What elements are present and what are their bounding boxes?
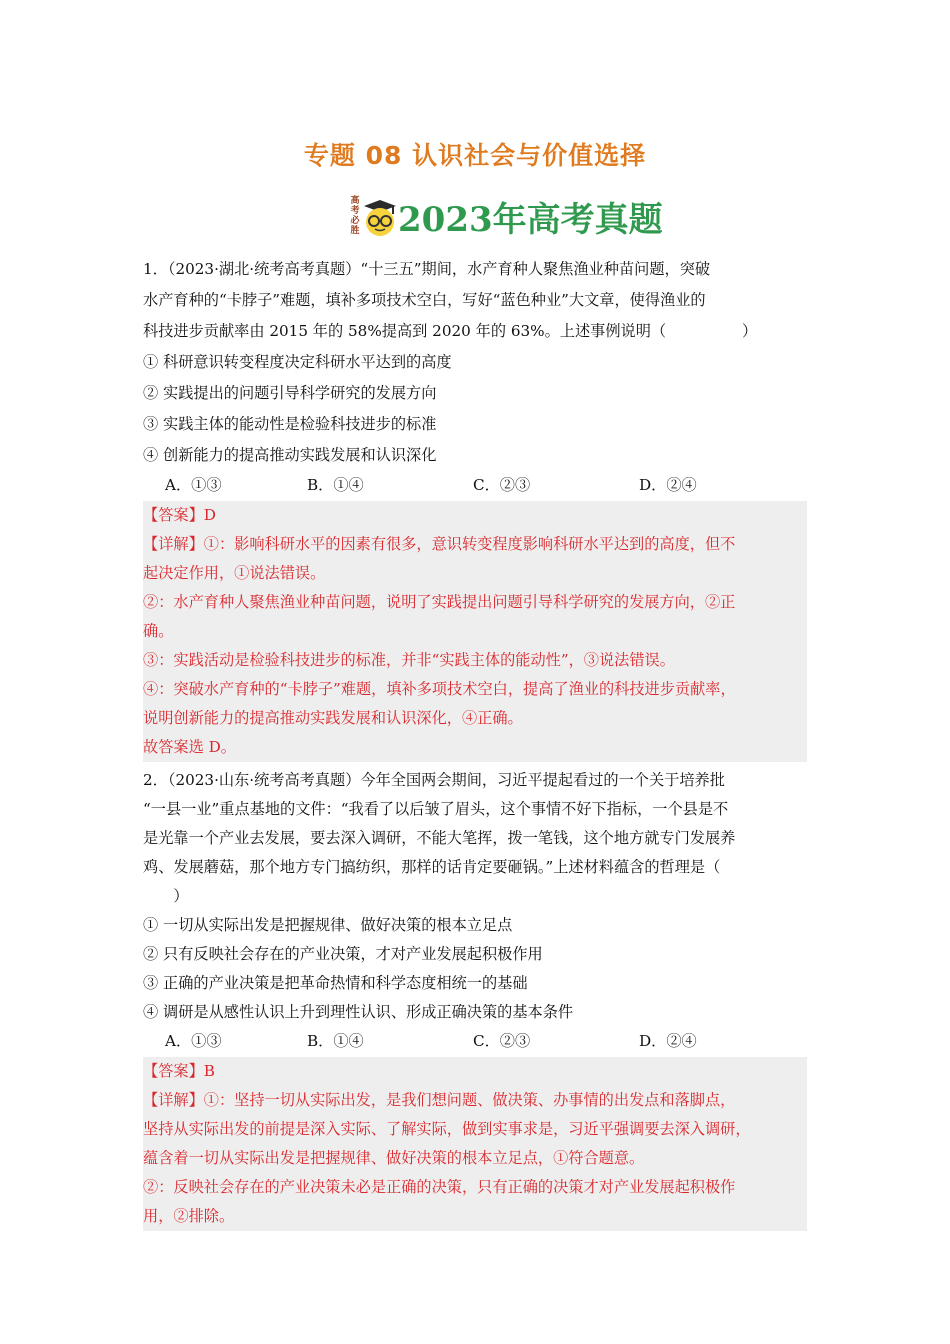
page-title: 专题 08 认识社会与价值选择 [303, 141, 647, 170]
answer-value: B [203, 1062, 215, 1080]
answer-box [143, 501, 807, 762]
answer-box [143, 1057, 807, 1231]
question-stem-line: “一县一业”重点基地的文件：“我看了以后皱了眉头，这个事情不好下指标，一个县是不 [143, 800, 729, 818]
statement-item: ① 一切从实际出发是把握规律、做好决策的根本立足点 [143, 916, 513, 934]
explanation-line: 蕴含着一切从实际出发是把握规律、做好决策的根本立足点，①符合题意。 [143, 1149, 645, 1167]
answer-tag: 【答案】 [143, 1062, 204, 1080]
option-d: D．②④ [639, 1032, 697, 1050]
answer-tag: 【答案】 [143, 506, 204, 524]
statement-item: ② 实践提出的问题引导科学研究的发展方向 [143, 384, 437, 402]
explanation-line: 说明创新能力的提高推动实践发展和认识深化，④正确。 [143, 709, 523, 727]
question-stem-line: 2．（2023·山东·统考高考真题）今年全国两会期间，习近平提起看过的一个关于培养批 [143, 771, 725, 789]
explanation-line: ①：影响科研水平的因素有很多，意识转变程度影响科研水平达到的高度，但不 [203, 535, 736, 553]
question-2 [143, 766, 807, 1231]
answer-value: D [203, 506, 216, 524]
option-a: A．①③ [165, 476, 222, 494]
explanation-line: ①：坚持一切从实际出发，是我们想问题、做决策、办事情的出发点和落脚点， [203, 1091, 736, 1109]
explanation-line: ④：突破水产育种的“卡脖子”难题，填补多项技术空白，提高了渔业的科技进步贡献率， [143, 680, 736, 698]
statement-item: ③ 正确的产业决策是把革命热情和科学态度相统一的基础 [143, 974, 528, 992]
statement-item: ② 只有反映社会存在的产业决策，才对产业发展起积极作用 [143, 945, 543, 963]
explanation-line: 起决定作用，①说法错误。 [143, 564, 326, 582]
banner-label: 2023年高考真题 [398, 200, 663, 240]
question-stem-line: ） [143, 887, 189, 905]
option-d: D．②④ [639, 476, 697, 494]
detail-tag: 【详解】 [143, 1091, 204, 1109]
question-content [143, 254, 807, 1235]
statement-item: ① 科研意识转变程度决定科研水平达到的高度 [143, 353, 452, 371]
banner-side-text: 高 考 必 胜 [350, 196, 360, 236]
graduate-cap-glasses-icon [362, 190, 398, 238]
option-row [143, 1027, 807, 1055]
statement-item: ④ 调研是从感性认识上升到理性认识、形成正确决策的基本条件 [143, 1003, 574, 1021]
question-stem-line: 1．（2023·湖北·统考高考真题）“十三五”期间，水产育种人聚焦渔业种苗问题，突破 [143, 260, 711, 278]
question-stem-line: 是光靠一个产业去发展，要去深入调研，不能大笔挥，拨一笔钱，这个地方就专门发展养 [143, 829, 736, 847]
explanation-line: ③：实践活动是检验科技进步的标准，并非“实践主体的能动性”，③说法错误。 [143, 651, 675, 669]
statement-item: ④ 创新能力的提高推动实践发展和认识深化 [143, 446, 437, 464]
option-c: C．②③ [473, 476, 531, 494]
explanation-line: 坚持从实际出发的前提是深入实际、了解实际，做到实事求是，习近平强调要去深入调研， [143, 1120, 751, 1138]
explanation-line: 确。 [143, 622, 174, 640]
option-b: B．①④ [307, 476, 364, 494]
option-c: C．②③ [473, 1032, 531, 1050]
explanation-line: ②：水产育种人聚焦渔业种苗问题，说明了实践提出问题引导科学研究的发展方向，②正 [143, 593, 736, 611]
explanation-line: 故答案选 D。 [143, 738, 236, 756]
option-row [143, 471, 807, 499]
question-1 [143, 254, 807, 762]
explanation-line: ②：反映社会存在的产业决策未必是正确的决策，只有正确的决策才对产业发展起积极作 [143, 1178, 736, 1196]
question-stem-line: 鸡、发展蘑菇，那个地方专门搞纺织，那样的话肯定要砸锅。”上述材料蕴含的哲理是（ [143, 858, 721, 876]
section-banner [348, 190, 678, 246]
option-a: A．①③ [165, 1032, 222, 1050]
question-stem-line: 水产育种的“卡脖子”难题，填补多项技术空白，写好“蓝色种业”大文章，使得渔业的 [143, 291, 706, 309]
explanation-line: 用，②排除。 [143, 1207, 235, 1225]
statement-item: ③ 实践主体的能动性是检验科技进步的标准 [143, 415, 437, 433]
detail-tag: 【详解】 [143, 535, 204, 553]
question-stem-line: 科技进步贡献率由 2015 年的 58%提高到 2020 年的 63%。上述事例说明（ ） [143, 322, 758, 340]
option-b: B．①④ [307, 1032, 364, 1050]
